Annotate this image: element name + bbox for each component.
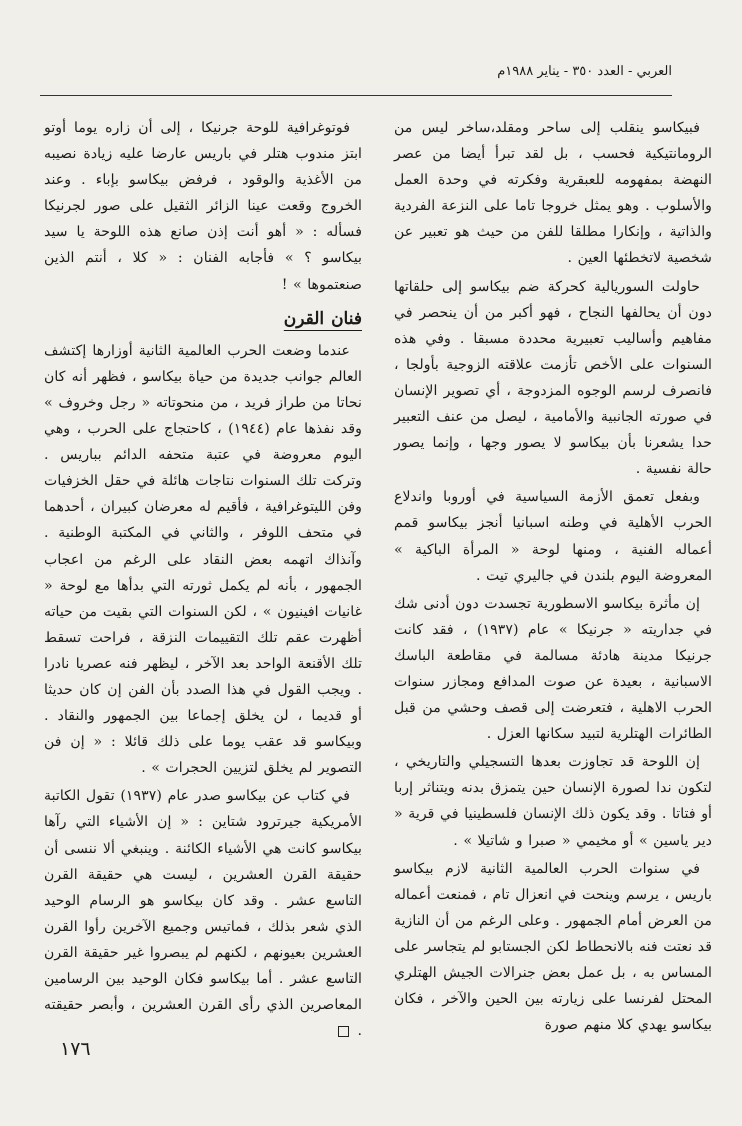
paragraph: فبيكاسو ينقلب إلى ساحر ومقلد،ساخر ليس من الرومانتيكية فحسب ، بل لقد تبرأ أيضا من عصر النهضة بمفهومه للعبقرية وفكرته في وحدة العمل والأسلوب . وهو يمثل خروجا تاما على النزعة الفردية والذاتية ، وإنكارا مطلقا للفن من حيث هو تعبير عن شخصية لاتخطئها العين . [394,120,712,267]
article-column-left [44,115,362,1044]
paragraph [44,783,362,1044]
paragraph-text: في كتاب عن بيكاسو صدر عام (١٩٣٧) تقول الكاتبة الأمريكية جيرترود شتاين : « إن الأشياء التي رآها بيكاسو كانت هي الأشياء الكائنة . وينبغي ألا ننسى أن حقيقة القرن العشرين ، ليست هي حقيقة القرن التاسع عشر . وقد كان بيكاسو هو الرسام الوحيد الذي شعر بذلك ، فماتيس وجميع الآخرين رأوا القرن العشرين بعيونهم ، لكنهم لم يبصروا غير حقيقة القرن التاسع عشر . أما بيكاسو فكان الوحيد بين الرسامين المعاصرين الذي رأى القرن العشرين ، وأبصر حقيقته . [44,788,362,1040]
header-divider [40,95,672,96]
article-column-right [394,115,712,1038]
section-heading: فنان القرن [283,308,362,329]
page-number: ١٧٦ [60,1038,91,1060]
paragraph: فوتوغرافية للوحة جرنيكا ، إلى أن زاره يوما أوتو ابتز مندوب هتلر في باريس عارضا عليه زيادة نصيبه من الأغذية والوقود ، فرفض بيكاسو بإباء . وعند الخروج وقعت عينا الزائر الثقيل على صور لجرنيكا فسأله : « أهو أنت إذن صانع هذه اللوحة يا سيد بيكاسو ؟ » فأجابه الفنان : « كلا ، أنتم الذين صنعتموها » ! [44,120,362,293]
paragraph: إن اللوحة قد تجاوزت بعدها التسجيلي والتاريخي ، لتكون ندا لصورة الإنسان حين يتمزق بدنه ويتناثر إربا أو فتاتا . وقد يكون ذلك الإنسان فلسطينيا في قرية « دير ياسين » أو مخيمي « صبرا و شاتيلا » . [394,754,712,849]
running-header: العربي - العدد ٣٥٠ - يناير ١٩٨٨م [497,64,672,79]
paragraph: في سنوات الحرب العالمية الثانية لازم بيكاسو باريس ، يرسم وينحت في انعزال تام ، فمنعت أعماله من العرض أمام الجمهور . وعلى الرغم من أن النازية قد نعتت فنه بالانحطاط لكن الجستابو لم يتجاسر على المساس به ، بل عمل بعض جنرالات الجيش الهتلري المحتل لفرنسا على زيارته بين الحين والآخر ، فكان بيكاسو يهدي كلا منهم صورة [394,860,712,1034]
paragraph: وبفعل تعمق الأزمة السياسية في أوروبا واندلاع الحرب الأهلية في وطنه اسبانيا أنجز بيكاسو قمم أعماله الفنية ، ومنها لوحة « المرأة الباكية » المعروضة اليوم بلندن في جاليري تيت . [394,489,712,584]
paragraph: عندما وضعت الحرب العالمية الثانية أوزارها إكتشف العالم جوانب جديدة من حياة بيكاسو ، فظهر أنه كان نحاتا من طراز فريد ، من منحوتاته « رجل وخروف » وقد نفذها عام (١٩٤٤) ، كاحتجاج على الحرب ، وهي اليوم معروضة في عتبة متحفه الدائم بباريس . وتركت تلك السنوات نتاجات هائلة في حقل الخزفيات وفن الليتوغرافية ، فأقيم له معرضان كبيران ، أحدهما في متحف اللوفر ، والثاني في المكتبة الوطنية . وآنذاك اتهمه بعض النقاد على الرغم من اعجاب الجمهور ، بأنه لم يكمل ثورته التي بدأها مع لوحة « غانيات افينيون » ، لكن السنوات التي بقيت من حياته أظهرت عقم تلك التقييمات النزقة ، فراحت تسقط تلك الأقنعة الواحد بعد الآخر ، ليظهر فنه عصريا نادرا . ويجب القول في هذا الصدد بأن الفن إن كان حديثا أو قديما ، لن يخلق إجماعا بين الجمهور والنقاد . وبيكاسو قد عقب يوما على ذلك قائلا : « إن فن التصوير لم يخلق لتزيين الحجرات » . [44,342,362,777]
end-of-article-mark [338,1026,349,1037]
paragraph: حاولت السوريالية كحركة ضم بيكاسو إلى حلقاتها دون أن يحالفها النجاح ، فهو أكبر من أن ينحصر في مفاهيم وأساليب تعبيرية محددة مسبقا . وفي هذه السنوات على الأخص تأزمت علاقته الزوجية بأولجا ، فانصرف لرسم الوجوه المزدوجة ، أي تصوير الإنسان في صورته الجانبية والأمامية ، ليصل من عنف التعبير حدا يشعرنا بأن بيكاسو لا يصور وجها ، وإنما يصور حالة نفسية . [394,278,712,478]
paragraph: إن مأثرة بيكاسو الاسطورية تجسدت دون أدنى شك في جداريته « جرنيكا » عام (١٩٣٧) ، فقد كانت جرنيكا مدينة هادئة مسالمة في مقاطعة الباسك الاسبانية ، بعيدة عن صوت المدافع ومجازر سنوات الحرب الاهلية ، فتعرضت إلى قصف وحشي من قبل الطائرات الهتلرية لتبيد سكانها العزل . [394,595,713,743]
